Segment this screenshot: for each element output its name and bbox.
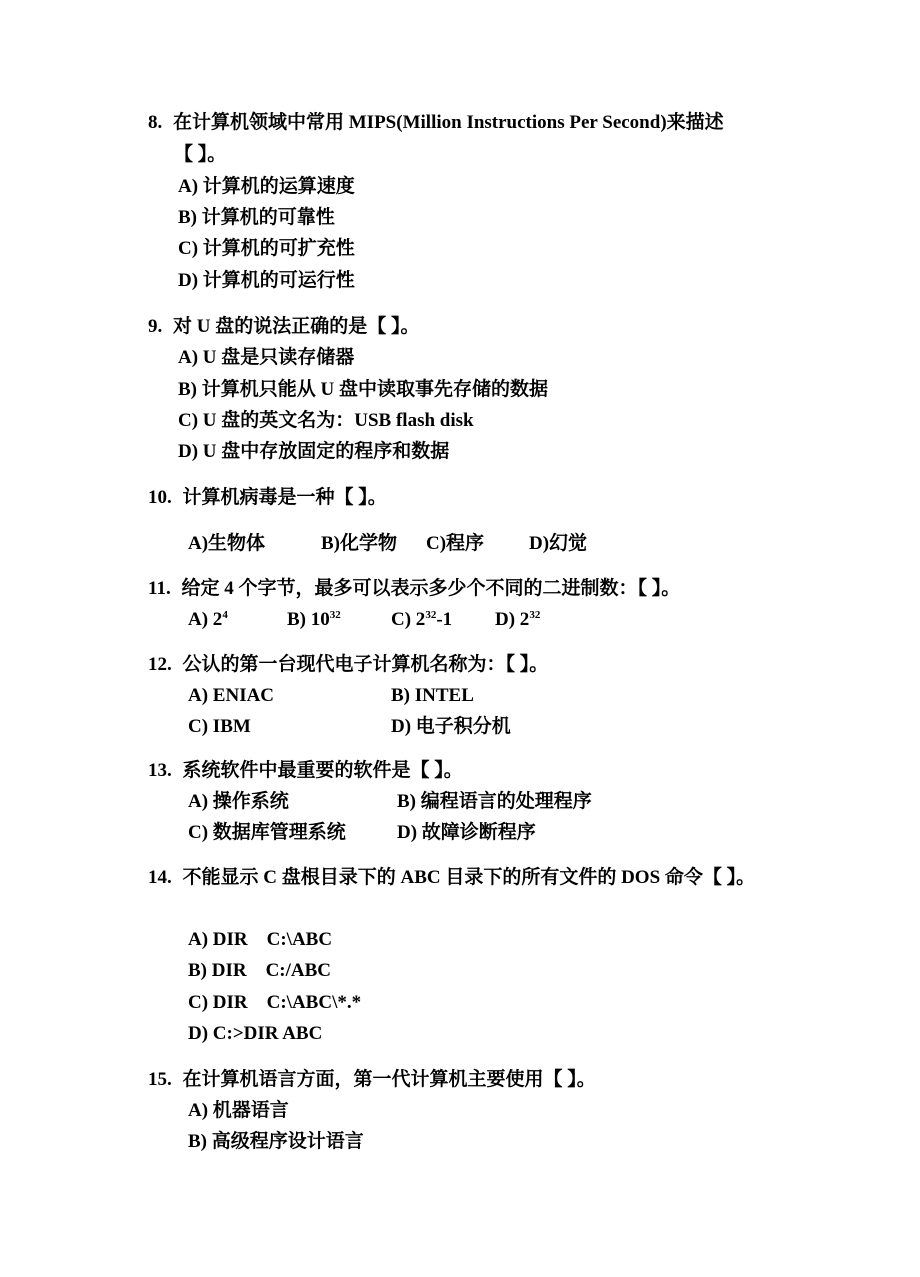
question-number: 12. (148, 654, 172, 675)
question-10-stem (148, 486, 387, 510)
question-text: 对 U 盘的说法正确的是【 】。 (173, 316, 420, 337)
option-d: D) C:>DIR ABC (188, 1023, 323, 1044)
question-text: 系统软件中最重要的软件是【 】。 (182, 760, 463, 781)
question-9-stem (148, 315, 419, 339)
option-label: B) 10 (287, 609, 330, 630)
option-label: D) 2 (495, 609, 530, 630)
option-b: B) INTEL (391, 685, 474, 706)
option-d: D) 电子积分机 (391, 716, 511, 737)
question-text: 公认的第一台现代电子计算机名称为：【 】。 (182, 654, 549, 675)
question-number: 14. (148, 867, 172, 888)
question-text: 给定 4 个字节，最多可以表示多少个不同的二进制数：【 】。 (181, 578, 681, 599)
question-number: 9. (148, 316, 163, 337)
option-a: A) ENIAC (188, 685, 275, 706)
question-8-stem-continuation: 【 】。 (174, 144, 227, 165)
exponent: 32 (425, 609, 437, 621)
question-number: 10. (148, 487, 172, 508)
option-b: B) 计算机只能从 U 盘中读取事先存储的数据 (178, 379, 548, 400)
question-text: 计算机病毒是一种【 】。 (182, 487, 387, 508)
question-11-stem (148, 577, 680, 601)
exponent: 32 (529, 609, 541, 621)
option-c: C)程序 (426, 533, 485, 554)
question-number: 15. (148, 1069, 172, 1090)
question-text: 不能显示 C 盘根目录下的 ABC 目录下的所有文件的 DOS 命令【 】。 (182, 867, 756, 888)
option-b: B) DIR C:/ABC (188, 960, 332, 981)
option-d (495, 608, 540, 632)
option-d: D) U 盘中存放固定的程序和数据 (178, 441, 450, 462)
option-b: B) 计算机的可靠性 (178, 207, 335, 228)
question-number: 13. (148, 760, 172, 781)
question-15-stem (148, 1068, 596, 1092)
exponent: 4 (222, 609, 228, 621)
option-c: C) U 盘的英文名为：USB flash disk (178, 410, 474, 431)
option-a: A) 计算机的运算速度 (178, 176, 355, 197)
question-number: 11. (148, 578, 171, 599)
option-b: B) 高级程序设计语言 (188, 1131, 364, 1152)
option-label: A) 2 (188, 609, 223, 630)
option-b: B)化学物 (321, 533, 398, 554)
option-a: A) 操作系统 (188, 791, 289, 812)
option-b: B) 编程语言的处理程序 (397, 791, 592, 812)
option-label: C) 2 (391, 609, 426, 630)
question-12-stem (148, 653, 548, 677)
option-a: A)生物体 (188, 533, 266, 554)
question-14-stem (148, 866, 755, 890)
option-a (188, 608, 228, 632)
option-c: C) 数据库管理系统 (188, 822, 346, 843)
exponent: 32 (329, 609, 341, 621)
question-text: 在计算机领域中常用 MIPS(Million Instructions Per Second)来描述 (173, 112, 724, 133)
option-a: A) DIR C:\ABC (188, 929, 333, 950)
option-c (391, 608, 452, 632)
option-c: C) DIR C:\ABC\*.* (188, 992, 362, 1013)
option-d: D)幻觉 (529, 533, 588, 554)
option-d: D) 故障诊断程序 (397, 822, 536, 843)
option-c: C) 计算机的可扩充性 (178, 238, 355, 259)
question-13-stem (148, 759, 463, 783)
question-number: 8. (148, 112, 163, 133)
question-text: 在计算机语言方面，第一代计算机主要使用【 】。 (182, 1069, 596, 1090)
option-d: D) 计算机的可运行性 (178, 270, 355, 291)
option-a: A) 机器语言 (188, 1100, 289, 1121)
option-suffix: -1 (436, 609, 453, 630)
option-c: C) IBM (188, 716, 251, 737)
option-b (287, 608, 341, 632)
option-a: A) U 盘是只读存储器 (178, 347, 355, 368)
question-8-stem (148, 111, 724, 135)
